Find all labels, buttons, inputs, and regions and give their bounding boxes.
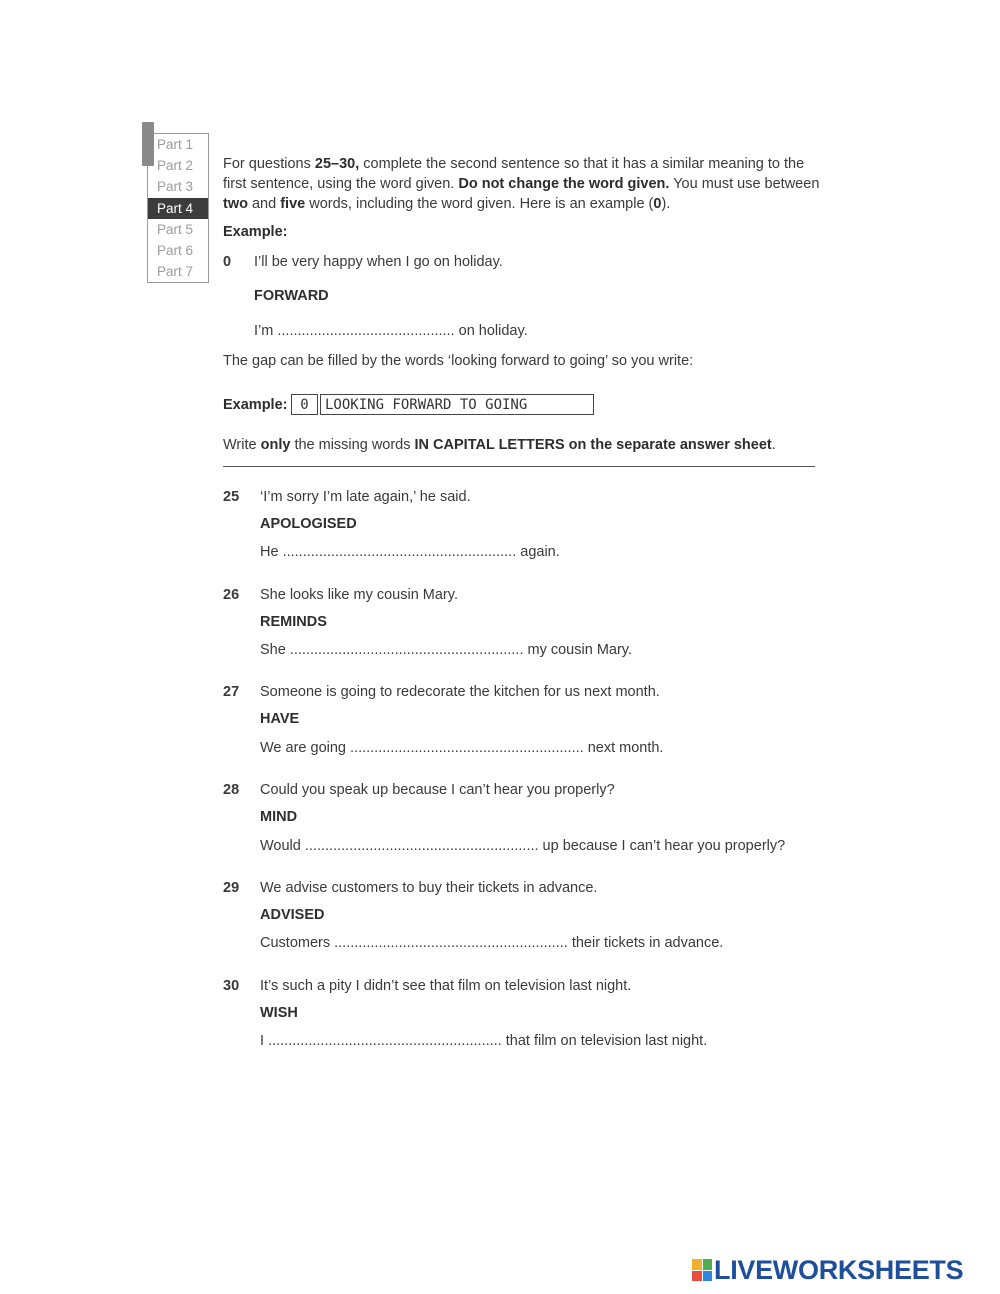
part-item[interactable]: Part 1 [157,137,194,152]
logo-mark-icon [692,1259,712,1281]
part-item-active[interactable]: Part 4 [148,198,208,219]
part-item[interactable]: Part 3 [157,179,194,195]
example-gapped-sentence: I’m ............................................ on holiday. [254,323,528,339]
logo-mark-square [692,1271,702,1282]
question-keyword: REMINDS [260,614,327,630]
question-keyword: APOLOGISED [260,516,357,532]
question-keyword: MIND [260,809,298,825]
question-gapped-sentence[interactable]: Customers .......................................................... their tickets in advance. [260,935,724,951]
example-explanation: The gap can be filled by the words ‘looking forward to going’ so you write: [223,353,694,369]
question-number: 30 [223,978,240,994]
question-sentence: It’s such a pity I didn’t see that film on television last night. [260,978,632,994]
parts-navigation [147,133,209,283]
logo-mark-square [703,1259,713,1270]
example-keyword: FORWARD [254,288,329,304]
question-number: 27 [223,684,240,700]
question-gapped-sentence[interactable]: He .......................................................... again. [260,544,560,560]
example-heading: Example: [223,224,288,240]
question-sentence: She looks like my cousin Mary. [260,587,458,603]
logo-mark-square [692,1259,702,1270]
part-item[interactable]: Part 5 [157,221,194,237]
instructions: For questions 25–30, complete the second sentence so that it has a similar meaning to the first sentence, using the word given. Do not change the word given. You must use between two and five words, including the word given. Here is an example (0). [223,156,820,212]
question-keyword: HAVE [260,711,300,727]
example-number: 0 [223,254,232,270]
part-item[interactable]: Part 7 [157,264,194,280]
question-number: 29 [223,880,240,896]
question-gapped-sentence[interactable]: I .......................................................... that film on television last night. [260,1033,708,1049]
question-gapped-sentence[interactable]: Would .......................................................... up because I can’t hear you properly? [260,838,786,854]
part-item[interactable]: Part 2 [157,158,194,174]
question-number: 26 [223,587,240,603]
liveworksheets-logo[interactable] [692,1256,963,1284]
part-item[interactable]: Part 6 [157,242,194,258]
question-sentence: We advise customers to buy their tickets in advance. [260,880,598,896]
write-note: Write only the missing words IN CAPITAL LETTERS on the separate answer sheet. [223,437,776,453]
divider [223,466,815,467]
example-sentence: I’ll be very happy when I go on holiday. [254,254,503,270]
question-number: 25 [223,489,240,505]
answer-number-box: 0 [291,394,318,415]
answer-text-box: LOOKING FORWARD TO GOING [320,394,594,415]
question-gapped-sentence[interactable]: She .......................................................... my cousin Mary. [260,642,632,658]
question-keyword: WISH [260,1005,298,1021]
question-keyword: ADVISED [260,907,325,923]
question-gapped-sentence[interactable]: We are going .......................................................... next month. [260,740,664,756]
answer-example-label: Example: [223,397,288,413]
question-sentence: ‘I’m sorry I’m late again,’ he said. [260,489,471,505]
question-number: 28 [223,782,240,798]
question-sentence: Someone is going to redecorate the kitchen for us next month. [260,684,660,700]
question-sentence: Could you speak up because I can’t hear you properly? [260,782,615,798]
logo-mark-square [703,1271,713,1282]
logo-text: LIVEWORKSHEETS [714,1255,964,1285]
